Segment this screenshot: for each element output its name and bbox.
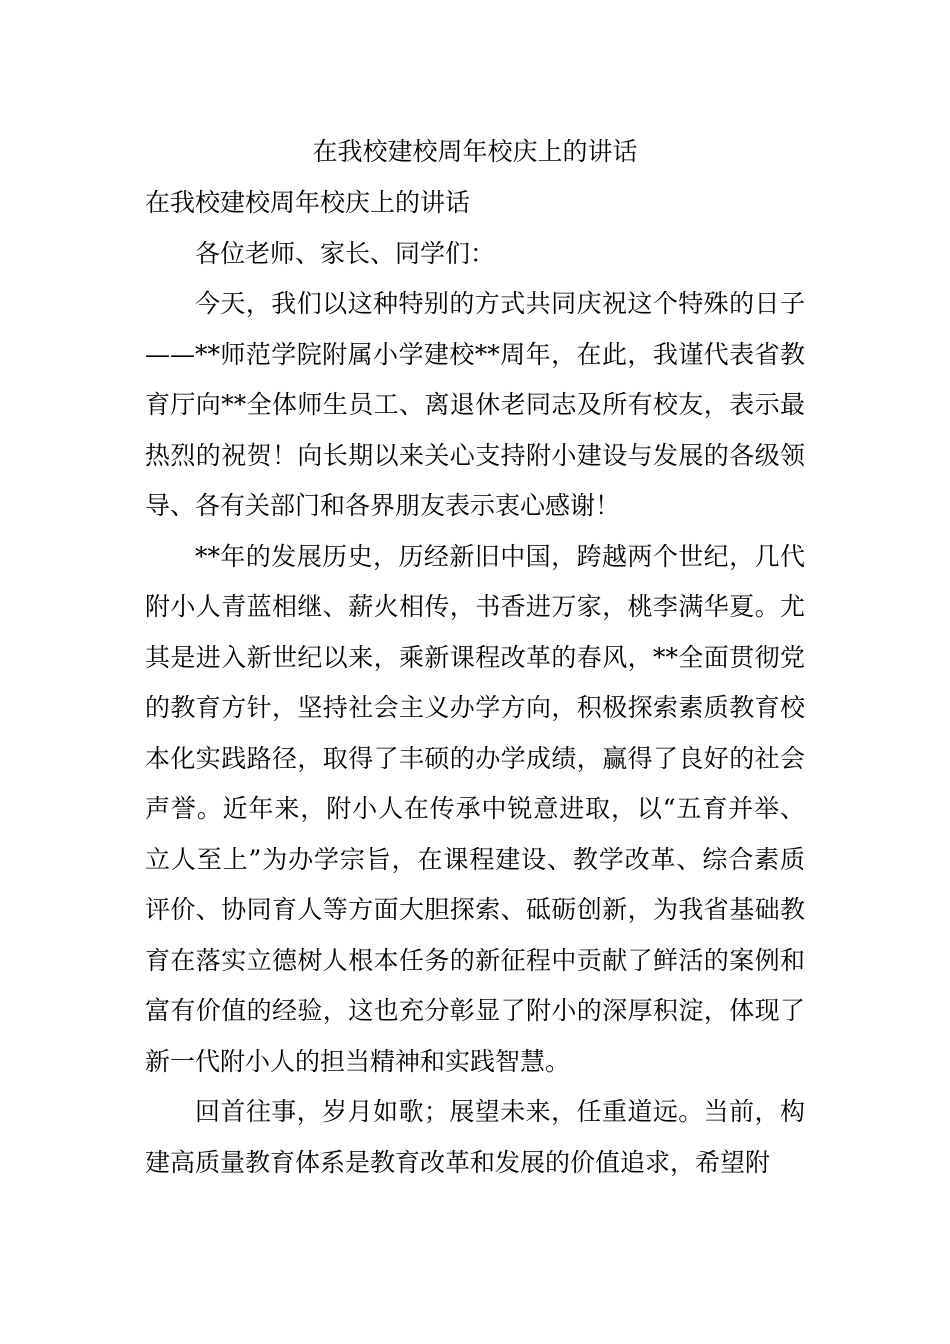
paragraph-salutation: 各位老师、家长、同学们：: [195, 238, 496, 268]
paragraph: **年的发展历史，历经新旧中国，跨越两个世纪，几代附小人青蓝相继、薪火相传，书香进万家，桃李满华夏。尤其是进入新世纪以来，乘新课程改革的春风，**全面贯彻党的教育方针，坚持社会主义办学方向，积极探索素质教育校本化实践路径，取得了丰硕的办学成绩，赢得了良好的社会声誉。近年来，附小人在传承中锐意进取，以“五育并举、立人至上”为办学宗旨，在课程建设、教学改革、综合素质评价、协同育人等方面大胆探索、砥砺创新，为我省基础教育在落实立德树人根本任务的新征程中贡献了鲜活的案例和富有价值的经验，这也充分彰显了附小的深厚积淀，体现了新一代附小人的担当精神和实践智慧。: [145, 541, 805, 1076]
paragraph: 回首往事，岁月如歌；展望未来，任重道远。当前，构建高质量教育体系是教育改革和发展的价值追求，希望附: [145, 1097, 805, 1177]
document-body: [145, 178, 805, 1188]
paragraph: 今天，我们以这种特别的方式共同庆祝这个特殊的日子——**师范学院附属小学建校**周年，在此，我谨代表省教育厅向**全体师生员工、离退休老同志及所有校友，表示最热烈的祝贺！向长期以来关心支持附小建设与发展的各级领导、各有关部门和各界朋友表示衷心感谢！: [145, 289, 805, 520]
document-subtitle: 在我校建校周年校庆上的讲话: [145, 188, 471, 217]
document-title: 在我校建校周年校庆上的讲话: [312, 137, 638, 166]
